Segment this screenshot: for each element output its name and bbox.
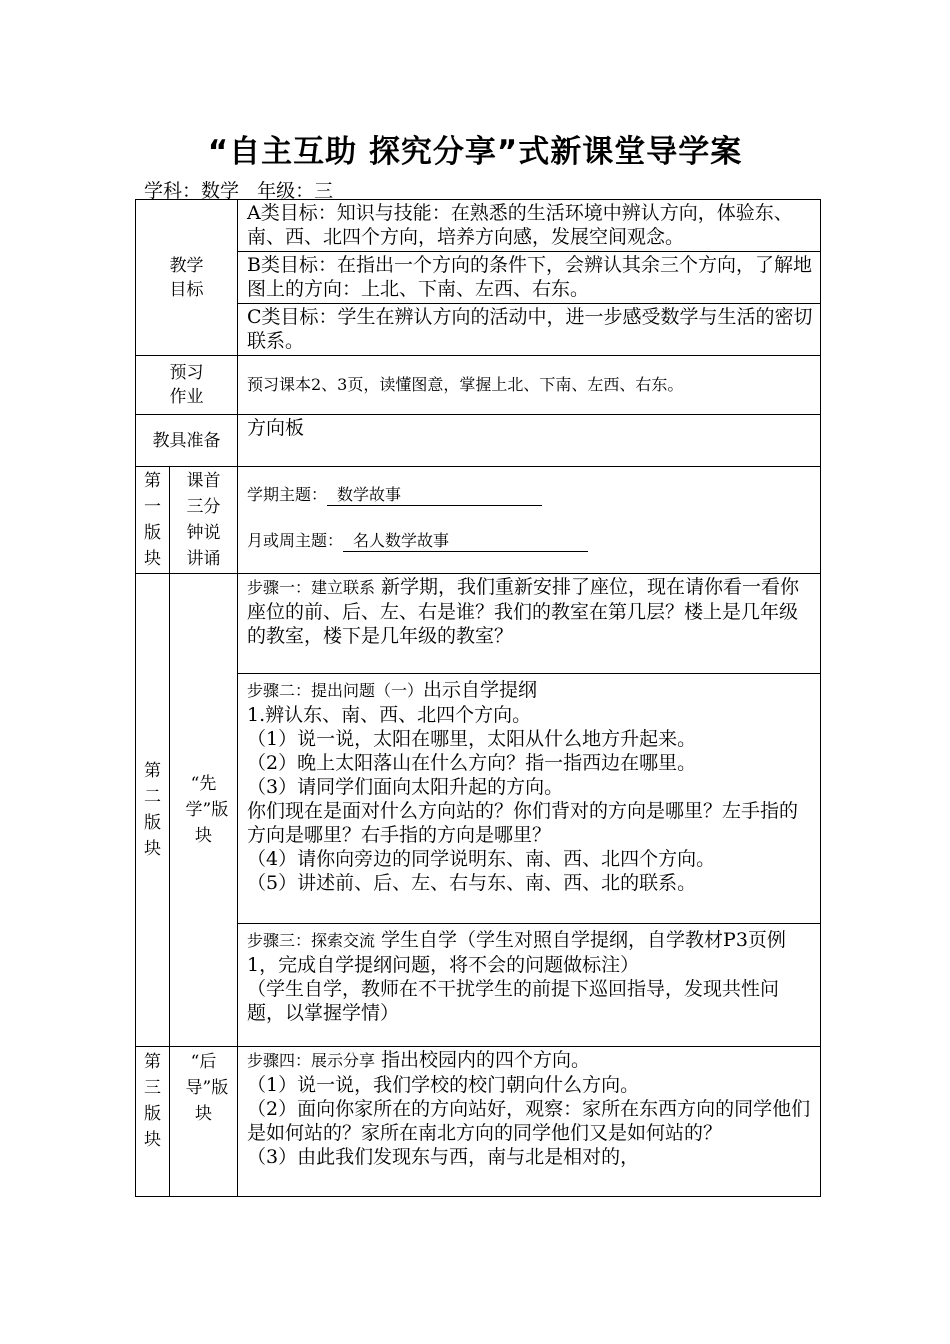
preview-row xyxy=(136,356,821,415)
month-theme: 月或周主题： 名人数学故事 xyxy=(247,529,814,553)
tools-content: 方向板 xyxy=(238,415,821,467)
objective-a: A类目标：知识与技能：在熟悉的生活环境中辨认方向，体验东、南、西、北四个方向，培养方向感，发展空间观念。 xyxy=(238,200,821,252)
section3-label: 第三版块 xyxy=(136,1047,170,1197)
section1-content xyxy=(238,467,821,574)
subject-grade-line: 学科：数学 年级：三 xyxy=(144,180,334,202)
page-title: “自主互助 探究分享”式新课堂导学案 xyxy=(207,134,743,170)
section2-sublabel: “先学”版块 xyxy=(170,574,238,1047)
step4-line: （2）面向你家所在的方向站好，观察：家所在东西方向的同学他们是如何站的？家所在南北方向的同学他们又是如何站的？ xyxy=(247,1098,811,1144)
step3-note: （学生自学，教师在不干扰学生的前提下巡回指导，发现共性问题，以掌握学情） xyxy=(247,978,780,1024)
objective-c-row xyxy=(136,304,821,356)
lesson-plan-table xyxy=(135,199,821,1197)
objective-c: C类目标：学生在辨认方向的活动中，进一步感受数学与生活的密切联系。 xyxy=(238,304,821,356)
step2-row xyxy=(136,674,821,924)
step4-line: （1）说一说，我们学校的校门朝向什么方向。 xyxy=(247,1074,640,1096)
section1-sublabel: 课首三分钟说讲诵 xyxy=(170,467,238,574)
semester-theme: 学期主题： 数学故事 xyxy=(247,483,814,507)
step2-line: 1.辨认东、南、西、北四个方向。 xyxy=(247,704,532,726)
tools-row xyxy=(136,415,821,467)
objective-b-row xyxy=(136,252,821,304)
step2-line: 你们现在是面对什么方向站的？你们背对的方向是哪里？左手指的方向是哪里？右手指的方向是哪里？ xyxy=(247,800,799,846)
objective-a-row xyxy=(136,200,821,252)
preview-label: 预习作业 xyxy=(136,356,238,415)
tools-label: 教具准备 xyxy=(136,415,238,467)
step2-content: 步骤二：提出问题（一）出示自学提纲 1.辨认东、南、西、北四个方向。 （1）说一说，太阳在哪里，太阳从什么地方升起来。 （2）晚上太阳落山在什么方向？指一指西边在哪里。 （3）请同学们面向太阳升起的方向。 你们现在是面对什么方向站的？你们背对的方向是哪里？左手指的方向是哪里？右手指的方向是哪里？ （4）请你向旁边的同学说明东、南、西、北四个方向。 （5）讲述前、后、左、右与东、南、西、北的联系。 xyxy=(238,674,821,924)
step2-line: （3）请同学们面向太阳升起的方向。 xyxy=(247,776,564,798)
step1-row xyxy=(136,574,821,674)
step1-content: 步骤一：建立联系 新学期，我们重新安排了座位，现在请你看一看你座位的前、后、左、右是谁？我们的教室在第几层？楼上是几年级的教室，楼下是几年级的教室？ xyxy=(238,574,821,674)
step3-row xyxy=(136,924,821,1047)
step4-content: 步骤四：展示分享 指出校园内的四个方向。 （1）说一说，我们学校的校门朝向什么方向。 （2）面向你家所在的方向站好，观察：家所在东西方向的同学他们是如何站的？家所在南北方向的同学他们又是如何站的？ （3）由此我们发现东与西，南与北是相对的， xyxy=(238,1047,821,1197)
step3-content: 步骤三：探索交流 学生自学（学生对照自学提纲，自学教材P3页例1，完成自学提纲问题，将不会的问题做标注） （学生自学，教师在不干扰学生的前提下巡回指导，发现共性问题，以掌握学情） xyxy=(238,924,821,1047)
section1-label: 第一版块 xyxy=(136,467,170,574)
step4-line: （3）由此我们发现东与西，南与北是相对的， xyxy=(247,1146,640,1168)
step2-line: （5）讲述前、后、左、右与东、南、西、北的联系。 xyxy=(247,872,697,894)
step2-line: （1）说一说，太阳在哪里，太阳从什么地方升起来。 xyxy=(247,728,697,750)
section2-label: 第二版块 xyxy=(136,574,170,1047)
section3-sublabel: “后导”版块 xyxy=(170,1047,238,1197)
section1-row xyxy=(136,467,821,574)
step4-row xyxy=(136,1047,821,1197)
objectives-label: 教学目标 xyxy=(136,200,238,356)
step2-line: （2）晚上太阳落山在什么方向？指一指西边在哪里。 xyxy=(247,752,697,774)
step2-line: （4）请你向旁边的同学说明东、南、西、北四个方向。 xyxy=(247,848,716,870)
preview-content: 预习课本2、3页，读懂图意，掌握上北、下南、左西、右东。 xyxy=(238,356,821,415)
objective-b: B类目标：在指出一个方向的条件下，会辨认其余三个方向，了解地图上的方向：上北、下南、左西、右东。 xyxy=(238,252,821,304)
